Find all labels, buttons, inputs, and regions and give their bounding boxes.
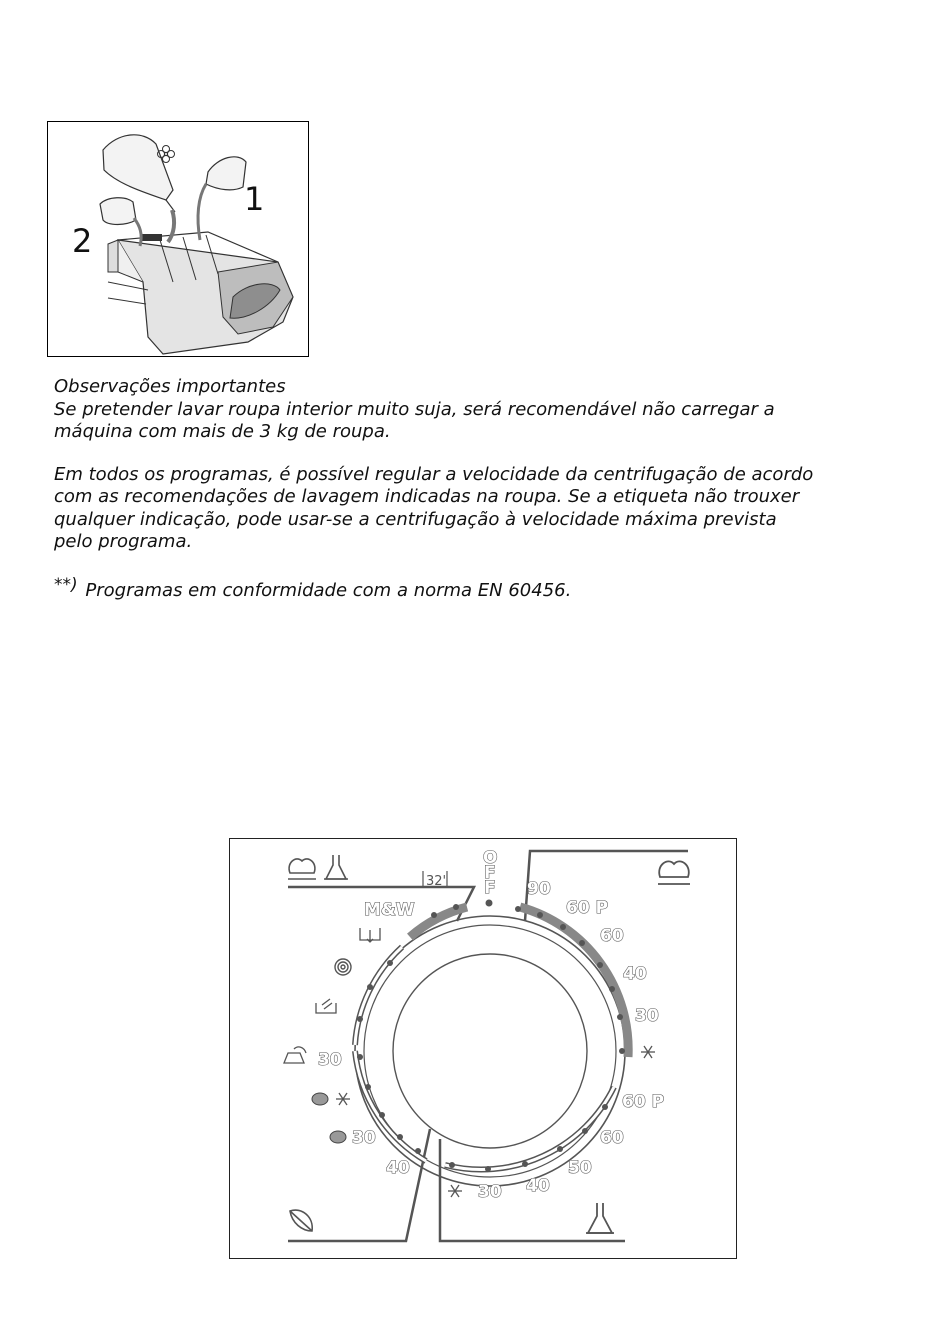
paragraph-2-line-4: pelo programa. <box>54 531 193 552</box>
drain-icon <box>316 999 336 1013</box>
delicate-temp-30: 30 <box>352 1128 376 1148</box>
wool-icon <box>312 1093 328 1105</box>
delicate-feather-icon <box>290 1210 312 1231</box>
cotton-tub-icon <box>288 859 316 879</box>
mw-label: M&W <box>364 900 415 920</box>
notes-paragraph-1 <box>54 399 894 444</box>
program-selector-dial <box>229 838 737 1259</box>
dispenser-drawer-drawing <box>48 122 309 357</box>
notes-heading: Observações importantes <box>54 376 286 397</box>
notes-footnote <box>54 574 894 603</box>
synthetic-temp-30: 30 <box>478 1182 502 1202</box>
cotton-temp-90: 90 <box>527 879 551 899</box>
handwash-icon <box>284 1047 306 1063</box>
synthetic-temp-60p: 60 P <box>622 1092 665 1112</box>
paragraph-2-line-1: Em todos os programas, é possível regular a velocidade da centrifugação de acordo <box>54 463 814 485</box>
off-letter-3: F <box>484 878 496 898</box>
snowflake-icon <box>448 1185 462 1197</box>
dispenser-drawer-illustration <box>47 121 309 357</box>
callout-1: 1 <box>244 180 265 218</box>
important-notes <box>54 376 894 602</box>
handwash-temp-30: 30 <box>318 1050 342 1070</box>
paragraph-2-line-2: com as recomendações de lavagem indicadas na roupa. Se a etiqueta não trouxer <box>54 486 800 507</box>
synthetic-temp-50: 50 <box>568 1158 592 1178</box>
synthetic-flask-icon <box>586 1203 614 1233</box>
cotton-tub-icon <box>658 861 690 884</box>
dial-drawing <box>230 839 737 1259</box>
time-32-label: 32' <box>426 874 447 889</box>
spin-icon <box>335 959 351 975</box>
cotton-temp-30: 30 <box>635 1006 659 1026</box>
synthetic-temp-40: 40 <box>526 1176 550 1196</box>
synthetic-temp-60: 60 <box>600 1128 624 1148</box>
footnote-mark: **) <box>54 574 78 595</box>
paragraph-1-line-2: máquina com mais de 3 kg de roupa. <box>54 421 391 442</box>
cotton-temp-60: 60 <box>600 926 624 946</box>
wool-icon <box>330 1131 346 1143</box>
paragraph-1-line-1: Se pretender lavar roupa interior muito suja, será recomendável não carregar a <box>54 398 775 420</box>
footnote-text: Programas em conformidade com a norma EN 60456. <box>85 579 572 601</box>
off-letter-1: O <box>483 848 498 868</box>
snowflake-icon <box>336 1093 350 1105</box>
paragraph-2-line-3: qualquer indicação, pode usar-se a centrifugação à velocidade máxima prevista <box>54 508 777 530</box>
notes-paragraph-2 <box>54 464 894 554</box>
delicate-temp-40: 40 <box>386 1158 410 1178</box>
rinse-icon <box>360 928 380 942</box>
off-letter-2: F <box>484 863 496 883</box>
cotton-flask-tub-icon <box>324 855 348 879</box>
callout-2: 2 <box>72 222 93 260</box>
cotton-temp-60p: 60 P <box>566 898 609 918</box>
cotton-temp-40: 40 <box>623 964 647 984</box>
snowflake-icon <box>641 1046 655 1058</box>
